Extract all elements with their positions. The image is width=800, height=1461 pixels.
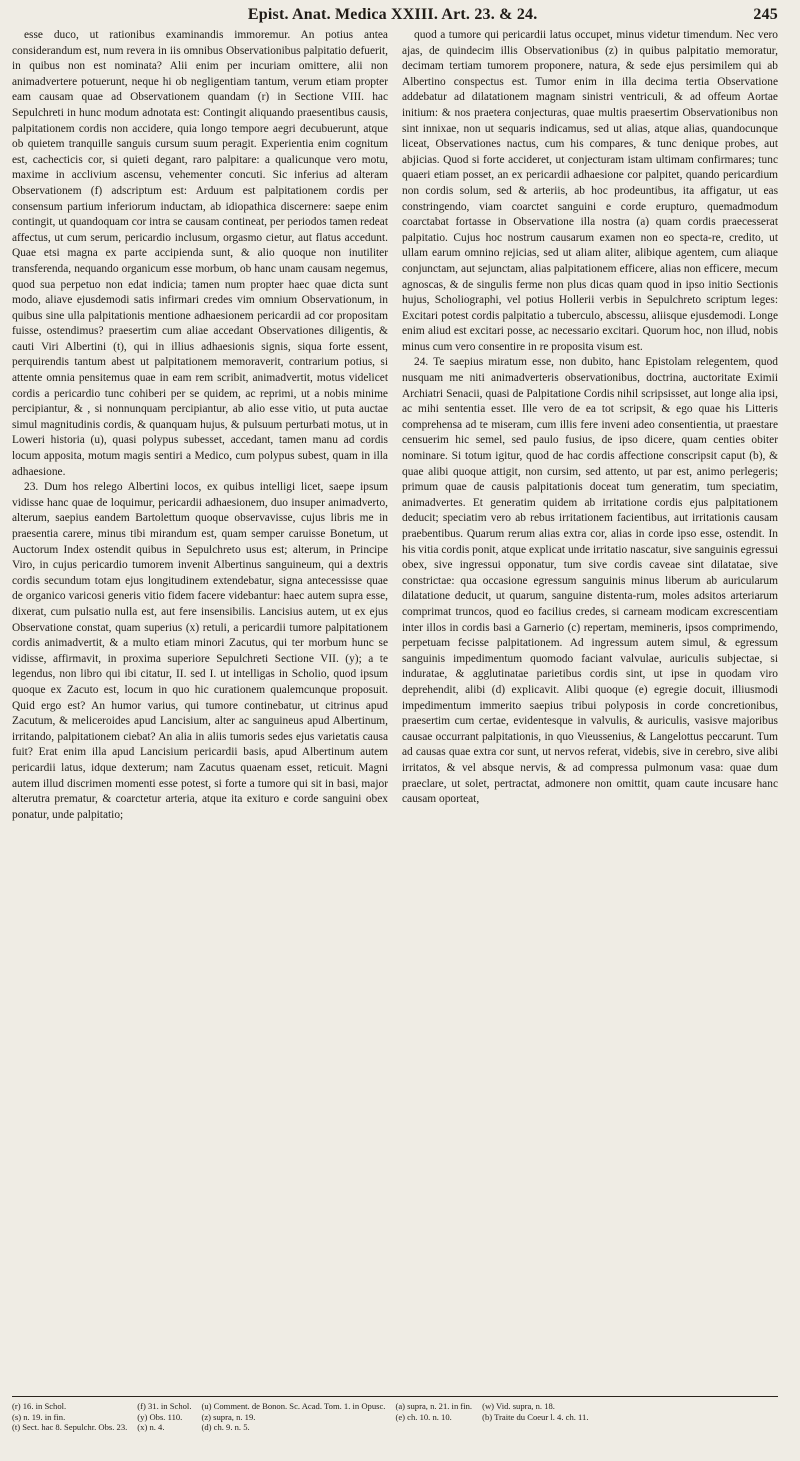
text-columns (12, 28, 778, 1390)
page-header (12, 6, 778, 26)
left-paragraph-1: esse duco, ut rationibus examinandis immoremur. An potius antea considerandum est, num revera in iis omnibus Observationibus palpitatio defuerit, in quibus non est nominata? Alii enim per incuriam omittere, alii non animadvertere potuerunt, neque hi ob negligentiam tantum, verum etiam propter eam causam quae ad Observationem quandam (r) in Sectione VIII. hac Sepulchreti in hunc modum adnotata est: Contingit aliquando praesentibus causis, palpitationem cordis non accidere, quia longo tempore aegri decubuerunt, atque ob quietem tranquille sanguis cursum suum peragit. Experientia enim cognitum est, cachecticis cor, si quieti degant, raro palpitare: a qualicunque vero motu, maxime in acclivium ascensu, vehementer concuti. Sic inferius ad alteram Observationem (f) adscriptum est: Arduum est palpitationem cordis per consensum partium inferiorum inductam, ab idiopathica discernere: saepe enim contingit, ut quandoquam cor intra se causam contineat, per periodos tamen redeat affectus, ut cum serum, pericardio inclusum, orgasmo cietur, aut flatus accedunt. Quae etsi magna ex parte accipienda sunt, & alio quoque non inutiliter transferenda, nequando organicum esse morbum, ob hanc unam causam negemus, quod sua perpetuo non edat indicia; tamen num propter haec quae dicta sunt modo, aliave ejusdemodi satis infirmari credes vim omnium Observationum, in quibus sine ulla palpitationis mentione adhaesionem pericardii ad cor propositam fuisse, ostendimus? praesertim cum aliae accedant Observationes diligentis, & cauti Viri Albertini (t), qui in illius adhaesionis signis, siqua forte essent, perquirendis tantum abest ut palpitationem memoraverit, contrarium potius, si attente omnia pensitemus quae in eam rem scribit, animadvertit, motus videlicet cordis a pericardio tunc cohiberi per se quidem, ac reprimi, ut a nobis minime percipiantur, & , si nonnunquam percipiantur, ab alio esse vitio, ut puta auctae simul magnitudinis cordis, & quanquam hujus, & pulsuum perturbati motus, ut in Loweri historia (u), quasi polypus subesset, accedant, tamen manu ad cordis locum apposita, motum magis sentiri a Medico, cum polypus subest, quam in illa adhaesione. (12, 29, 388, 478)
footnotes (12, 1401, 778, 1433)
footnote-group-2: (f) 31. in Schol. (y) Obs. 110. (x) n. 4. (137, 1401, 192, 1433)
left-column (12, 28, 388, 1390)
footnote-rule (12, 1396, 778, 1397)
footnote-group-5: (w) Vid. supra, n. 18. (b) Traite du Coeur l. 4. ch. 11. (482, 1401, 589, 1422)
page-number: 245 (753, 6, 778, 23)
running-title: Epist. Anat. Medica XXIII. Art. 23. & 24. (247, 6, 538, 23)
right-paragraph-2: 24. Te saepius miratum esse, non dubito, hanc Epistolam relegentem, quod nusquam me niti animadverteris observationibus, doctrina, auctoritate Eximii Archiatri Senacii, quasi de Palpitatione Cordis nihil scripsisset, aut longe alia ipsi, ac mihi sententia esset. Ille vero de ea tot scripsit, & ego quae his Litteris comprehensa ad te miseram, cum illis fere inveni adeo consentientia, ut praestare censuerim hic semel, sed paulo fusius, de ipso dicere, quam centies obiter nominare. Si totum igitur, quod de hac cordis affectione conscripsit caput (b), & quae alibi quoque attigit, non cursim, sed attento, ut par est, animo perlegeris; primum quae de causis palpitationis doceat tum generatim, tum speciatim, animadvertes. Et generatim quidem ab irritatione cordis ejus palpitationem deducit; speciatim vero ab rebus irritationem facientibus, aut irritationis causam praebentibus. Quarum rerum alias extra cor, alias in corde ipso esse, ostendit. In his vitia cordis ponit, atque explicat unde irritatio nascatur, sive sanguinis egressui obex, sive ingressui opponatur, tum sive cordis caveae sint dilatatae, sive constrictae: qua occasione egressum sanguinis minus liberum ab auricularum dilatatione deducit, ut quarum, sanguine distenta-rum, moles adsitos arteriarum comprimat truncos, quod eo facilius credes, si carneam modicam excrescentiam inter illos in cordis basi a Garnerio (c) repertam, memineris, ipsos comprimendo, perpetuam fecisse palpitationem. Ad ingressum autem simul, & egressum sanguinis impedimentum quomodo faciant valvulae, auriculis subjectae, si induratae, & agglutinatae parietibus cordis sint, ut ipse in quodam viro deprehendit, alibi (d) explicavit. Alibi quoque (e) egregie docuit, illiusmodi impedimentum immerito saepius tribui polyposis in corde concretionibus, praesertim cum certae, evidentesque in valvulis, & auriculis, vasisve majoribus causae occurrant palpitationis, in quo Vieussenius, & Langelottus peccarunt. Tum ad causas quae extra cor sunt, ut nervos referat, videbis, sive in cerebro, sive alibi irritatos, & vel absque nervis, & ad compressa pulmonum vasa: quae dum praeclare, ut solet, pertractat, admonere non omittit, quam caute incusare hanc causam oporteat, (402, 356, 778, 806)
footnote-group-1: (r) 16. in Schol. (s) n. 19. in fin. (t) Sect. hac 8. Sepulchr. Obs. 23. (12, 1401, 128, 1433)
footnote-group-3: (u) Comment. de Bonon. Sc. Acad. Tom. 1. in Opusc. (z) supra, n. 19. (d) ch. 9. n. 5. (201, 1401, 386, 1433)
right-paragraph-1: quod a tumore qui pericardii latus occupet, minus videtur timendum. Nec vero ajas, de quindecim illis Observationibus (z) in quibus palpitatio memoratur, decimam tertiam tumorem proponere, natura, & sede ejus persimilem qui ab Albertino conspectus est. Tumor enim in illa decima tertia Observatione addebatur ad dilatationem magnam sinistri ventriculi, & ad offeum Aortae initium: & nos praetera conjecturas, quae multis praesertim Observationibus non sint innixae, non ut sequaris indicamus, sed ut alias, atque alias, quandocunque liceat, Observationes nactus, cum his compares, & tunc denique probes, aut abjicias. Quod si forte accideret, ut conjecturam istam ultimam confirmares; tunc quaeri etiam posset, an ex pericardii adhaesione cor palpitet, quando pericardium non cordis solum, sed & arteriis, ab hoc prodeuntibus, ita affigatur, ut eas constringendo, viam coarctet sanguini e corde erupturo, quemadmodum coarctabat fortasse in Observatione illa nostra (a) quam cordis praecesserat palpitatio. Cujus hoc nostrum causarum examen non eo specta-re, credito, ut ullam earum omnino rejicias, sed ut aliam aliter, alibique agentem, cum aliaque conjunctam, aut sejunctam, alias palpitationem efficere, alias non efficere, mecum agnoscas, & de singulis ferme non plus dicas quam quod in ipso initio Sectionis hujus, Scholiographi, vel potius Hollerii verbis in Sepulchreto scriptum leges: Excitari potest cordis palpitatio a tuberculo, abscessu, aliisque ejusdemodi. Longe enim aliud est excitari posse, ac necessario excitari. Quorum hoc, non illud, nobis minus cum vero consentire in re proposita visum est. (402, 29, 778, 353)
left-paragraph-2: 23. Dum hos relego Albertini locos, ex quibus intelligi licet, saepe ipsum vidisse hanc quae de loquimur, pericardii adhaesionem, duo insuper animadverto, alterum, saepius eandem Bartolettum quoque observavisse, cujus libris me in praesentia carere, minus tibi mirandum est, quam semper caruisse Bonetum, ut Auctorum Index ostendit quibus in Sepulchreto usus est; alterum, in Principe Viro, in cujus pericardio tumorem invenit Albertinus sanguineum, qui a dextris cordis secundum totam ejus longitudinem extendebatur, signa antecessisse quae de organico varicosi generis vitio fidem facere videbantur: haec autem supra esse, dixerat, cum pulsatio nulla est, aut fere insensibilis. Lancisius autem, ut ex ejus Observatione constat, quam superius (x) retuli, a pericardii tumore palpitationem cordis animadvertit, & a multo etiam minori Zacutus, qui ter morbum hunc se vidisse, affirmavit, in proxima superiore Sepulchreti Sectione VII. (y); a te legendus, non libro qui ibi citatur, II. sed I. ut intelligas in Scholio, quod ipsum quoque ex Zacuto est, locum in quo hic curationem qualemcunque proposuit. Quid ergo est? An humor varius, qui tumore continebatur, ut citrinus apud Zacutum, & meliceroides apud Lancisium, alter ac sanguineus apud Albertinum, irritando, palpitationem ciebat? An alia in aliis tumoris sedes ejus varietatis causa fuit? Erat enim illa apud Lancisium pericardii basis, apud Albertinum autem pericardii latus, idque dexterum; nam Zacutus quaenam esset, reticuit. Magni autem illud discrimen momenti esse potest, si forte a tumore qui sit in basi, major alterutra prematur, & coarctetur arteria, atque ita exituro e corde sanguini obex ponatur, unde palpitatio; (12, 481, 388, 821)
right-column (402, 28, 778, 1390)
footnote-group-4: (a) supra, n. 21. in fin. (e) ch. 10. n. 10. (395, 1401, 473, 1422)
